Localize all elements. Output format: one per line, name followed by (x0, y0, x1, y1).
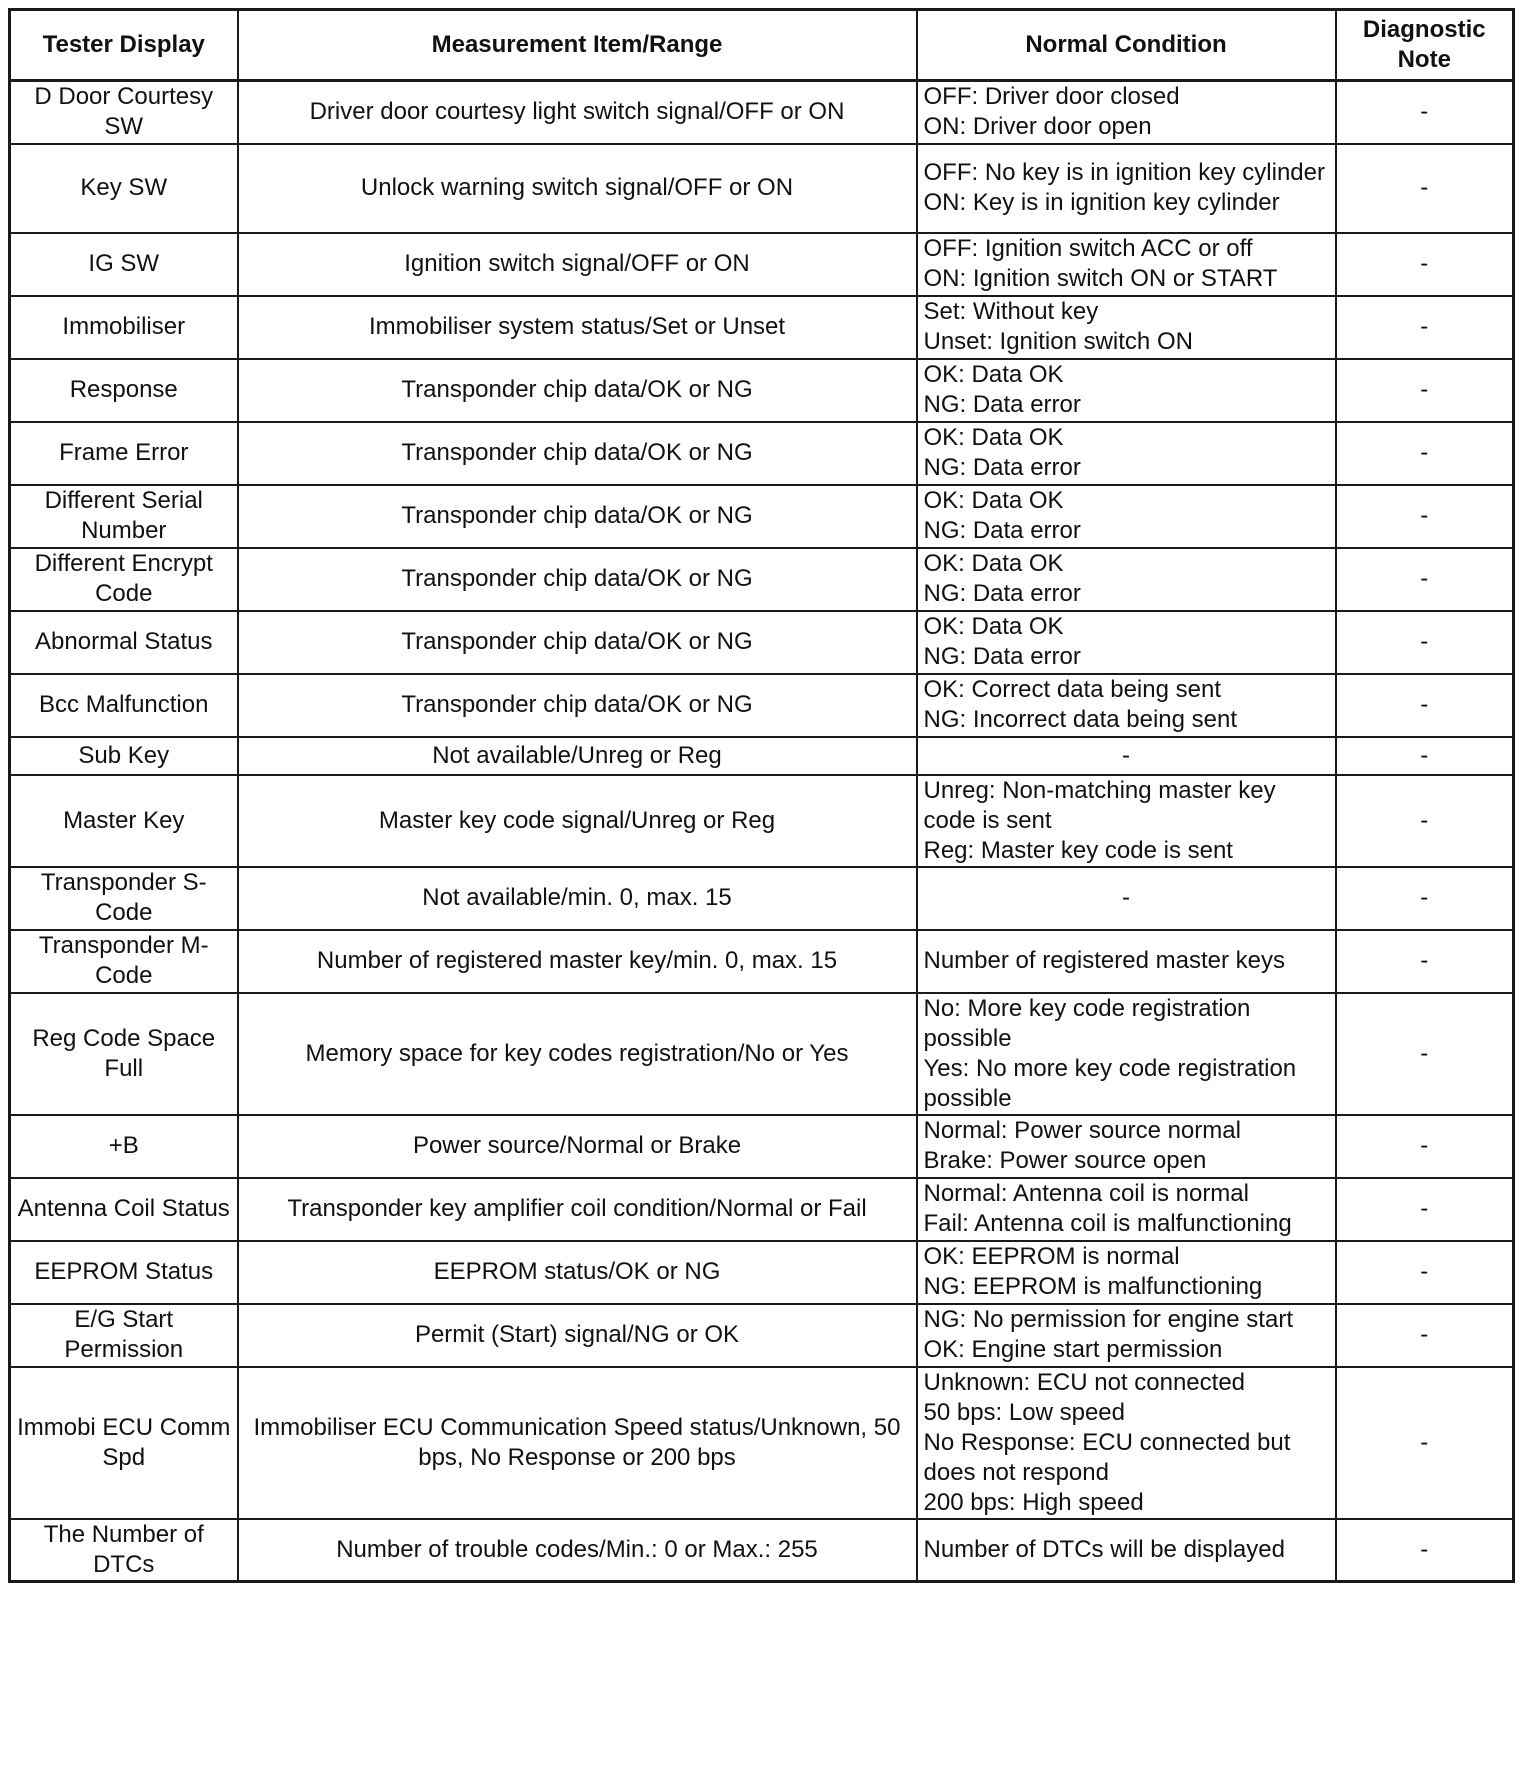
cell-diagnostic-note: - (1336, 1241, 1514, 1304)
table-row (10, 296, 1514, 359)
table-row (10, 233, 1514, 296)
table-row (10, 1519, 1514, 1582)
cell-tester-display: EEPROM Status (10, 1241, 238, 1304)
cell-tester-display: The Number of DTCs (10, 1519, 238, 1582)
header-diagnostic-note: Diagnostic Note (1336, 10, 1514, 81)
cell-diagnostic-note: - (1336, 233, 1514, 296)
table-row (10, 674, 1514, 737)
cell-tester-display: Immobi ECU Comm Spd (10, 1367, 238, 1519)
cell-normal-condition: OFF: Ignition switch ACC or off ON: Ignition switch ON or START (917, 233, 1336, 296)
cell-diagnostic-note: - (1336, 737, 1514, 775)
cell-diagnostic-note: - (1336, 775, 1514, 867)
table-row (10, 611, 1514, 674)
cell-tester-display: Response (10, 359, 238, 422)
cell-normal-condition: Normal: Antenna coil is normal Fail: Antenna coil is malfunctioning (917, 1178, 1336, 1241)
cell-normal-condition: OK: Correct data being sent NG: Incorrect data being sent (917, 674, 1336, 737)
data-list-table (8, 8, 1515, 1583)
table-row (10, 1115, 1514, 1178)
cell-tester-display: Transponder M-Code (10, 930, 238, 993)
cell-diagnostic-note: - (1336, 296, 1514, 359)
cell-normal-condition: Number of DTCs will be displayed (917, 1519, 1336, 1582)
cell-measurement: Unlock warning switch signal/OFF or ON (238, 144, 917, 233)
cell-measurement: Immobiliser system status/Set or Unset (238, 296, 917, 359)
cell-normal-condition: No: More key code registration possible Yes: No more key code registration possible (917, 993, 1336, 1115)
cell-measurement: Transponder chip data/OK or NG (238, 485, 917, 548)
cell-tester-display: Frame Error (10, 422, 238, 485)
table-row (10, 1367, 1514, 1519)
cell-measurement: Memory space for key codes registration/No or Yes (238, 993, 917, 1115)
cell-diagnostic-note: - (1336, 867, 1514, 930)
cell-normal-condition: Unknown: ECU not connected 50 bps: Low speed No Response: ECU connected but does not respond 200 bps: High speed (917, 1367, 1336, 1519)
table-row (10, 1241, 1514, 1304)
cell-normal-condition: OFF: No key is in ignition key cylinder ON: Key is in ignition key cylinder (917, 144, 1336, 233)
table-row (10, 737, 1514, 775)
cell-measurement: Ignition switch signal/OFF or ON (238, 233, 917, 296)
cell-tester-display: Master Key (10, 775, 238, 867)
cell-tester-display: +B (10, 1115, 238, 1178)
header-tester-display: Tester Display (10, 10, 238, 81)
cell-diagnostic-note: - (1336, 548, 1514, 611)
cell-diagnostic-note: - (1336, 1304, 1514, 1367)
table-row (10, 144, 1514, 233)
table-row (10, 993, 1514, 1115)
cell-normal-condition: OK: Data OK NG: Data error (917, 611, 1336, 674)
cell-tester-display: Sub Key (10, 737, 238, 775)
table-row (10, 775, 1514, 867)
cell-tester-display: IG SW (10, 233, 238, 296)
cell-measurement: Permit (Start) signal/NG or OK (238, 1304, 917, 1367)
header-measurement: Measurement Item/Range (238, 10, 917, 81)
table-header (10, 10, 1514, 81)
cell-measurement: Transponder chip data/OK or NG (238, 548, 917, 611)
cell-measurement: Transponder key amplifier coil condition/Normal or Fail (238, 1178, 917, 1241)
cell-measurement: Transponder chip data/OK or NG (238, 674, 917, 737)
cell-measurement: Power source/Normal or Brake (238, 1115, 917, 1178)
cell-measurement: Number of trouble codes/Min.: 0 or Max.: 255 (238, 1519, 917, 1582)
cell-normal-condition: - (917, 867, 1336, 930)
data-list-sheet (8, 8, 1512, 1583)
cell-diagnostic-note: - (1336, 1367, 1514, 1519)
cell-normal-condition: Set: Without key Unset: Ignition switch ON (917, 296, 1336, 359)
table-row (10, 867, 1514, 930)
cell-normal-condition: OK: EEPROM is normal NG: EEPROM is malfunctioning (917, 1241, 1336, 1304)
table-row (10, 930, 1514, 993)
cell-normal-condition: OK: Data OK NG: Data error (917, 359, 1336, 422)
cell-tester-display: Key SW (10, 144, 238, 233)
cell-tester-display: Bcc Malfunction (10, 674, 238, 737)
table-row (10, 1304, 1514, 1367)
cell-tester-display: Reg Code Space Full (10, 993, 238, 1115)
cell-measurement: Transponder chip data/OK or NG (238, 359, 917, 422)
cell-measurement: Master key code signal/Unreg or Reg (238, 775, 917, 867)
cell-tester-display: Different Serial Number (10, 485, 238, 548)
cell-diagnostic-note: - (1336, 485, 1514, 548)
table-row (10, 81, 1514, 144)
cell-diagnostic-note: - (1336, 1519, 1514, 1582)
cell-diagnostic-note: - (1336, 422, 1514, 485)
cell-measurement: Number of registered master key/min. 0, max. 15 (238, 930, 917, 993)
cell-tester-display: Abnormal Status (10, 611, 238, 674)
cell-normal-condition: OFF: Driver door closed ON: Driver door open (917, 81, 1336, 144)
cell-diagnostic-note: - (1336, 611, 1514, 674)
cell-normal-condition: Normal: Power source normal Brake: Power source open (917, 1115, 1336, 1178)
table-row (10, 422, 1514, 485)
table-row (10, 485, 1514, 548)
cell-measurement: Driver door courtesy light switch signal/OFF or ON (238, 81, 917, 144)
cell-measurement: Transponder chip data/OK or NG (238, 611, 917, 674)
table-row (10, 359, 1514, 422)
cell-measurement: EEPROM status/OK or NG (238, 1241, 917, 1304)
cell-normal-condition: Number of registered master keys (917, 930, 1336, 993)
table-row (10, 1178, 1514, 1241)
table-body (10, 81, 1514, 1582)
cell-diagnostic-note: - (1336, 81, 1514, 144)
cell-measurement: Not available/min. 0, max. 15 (238, 867, 917, 930)
cell-normal-condition: OK: Data OK NG: Data error (917, 548, 1336, 611)
cell-tester-display: D Door Courtesy SW (10, 81, 238, 144)
cell-diagnostic-note: - (1336, 1178, 1514, 1241)
cell-tester-display: E/G Start Permission (10, 1304, 238, 1367)
cell-normal-condition: OK: Data OK NG: Data error (917, 422, 1336, 485)
cell-measurement: Immobiliser ECU Communication Speed status/Unknown, 50 bps, No Response or 200 bps (238, 1367, 917, 1519)
header-row (10, 10, 1514, 81)
cell-tester-display: Transponder S-Code (10, 867, 238, 930)
cell-diagnostic-note: - (1336, 144, 1514, 233)
cell-normal-condition: Unreg: Non-matching master key code is sent Reg: Master key code is sent (917, 775, 1336, 867)
cell-tester-display: Immobiliser (10, 296, 238, 359)
cell-normal-condition: - (917, 737, 1336, 775)
header-normal-condition: Normal Condition (917, 10, 1336, 81)
cell-diagnostic-note: - (1336, 359, 1514, 422)
cell-diagnostic-note: - (1336, 993, 1514, 1115)
cell-measurement: Transponder chip data/OK or NG (238, 422, 917, 485)
cell-tester-display: Different Encrypt Code (10, 548, 238, 611)
cell-normal-condition: OK: Data OK NG: Data error (917, 485, 1336, 548)
cell-diagnostic-note: - (1336, 674, 1514, 737)
cell-normal-condition: NG: No permission for engine start OK: Engine start permission (917, 1304, 1336, 1367)
cell-measurement: Not available/Unreg or Reg (238, 737, 917, 775)
cell-diagnostic-note: - (1336, 1115, 1514, 1178)
cell-tester-display: Antenna Coil Status (10, 1178, 238, 1241)
table-row (10, 548, 1514, 611)
cell-diagnostic-note: - (1336, 930, 1514, 993)
